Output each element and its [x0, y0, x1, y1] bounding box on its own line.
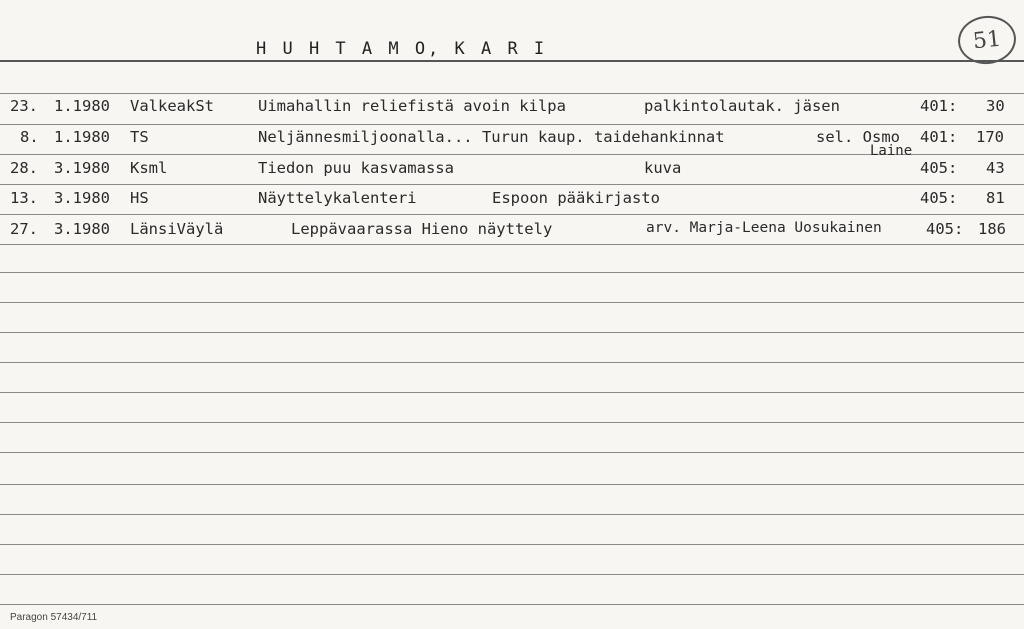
entry-day: 28.	[10, 159, 38, 177]
ruled-line	[0, 272, 1024, 273]
entry-source: LänsiVäylä	[130, 220, 224, 238]
entry-ref-a: 405:	[926, 220, 964, 238]
ruled-line	[0, 422, 1024, 423]
ruled-line	[0, 392, 1024, 393]
entry-text: Leppävaarassa Hieno näyttely	[291, 220, 553, 238]
entry-ref-b: 170	[976, 128, 1004, 146]
entry-date: 1.1980	[54, 128, 110, 146]
ruled-line	[0, 332, 1024, 333]
card-title: H U H T A M O, K A R I	[256, 39, 548, 59]
entry-note-continuation: Laine	[870, 143, 913, 159]
ruled-line	[0, 544, 1024, 545]
entry-note: palkintolautak. jäsen	[644, 97, 840, 115]
entry-ref-a: 401:	[920, 128, 958, 146]
entry-source: ValkeakSt	[130, 97, 214, 115]
entry-ref-b: 81	[986, 189, 1005, 207]
ruled-line	[0, 484, 1024, 485]
entry-date: 3.1980	[54, 189, 110, 207]
ruled-line	[0, 574, 1024, 575]
ruled-line	[0, 93, 1024, 94]
ruled-line	[0, 514, 1024, 515]
ruled-line	[0, 604, 1024, 605]
entry-note: Espoon pääkirjasto	[492, 189, 660, 207]
ruled-line	[0, 124, 1024, 125]
entry-day: 27.	[10, 220, 38, 238]
entry-text: Näyttelykalenteri	[258, 189, 417, 207]
entry-note: arv. Marja-Leena Uosukainen	[646, 220, 882, 236]
entry-date: 3.1980	[54, 159, 110, 177]
entry-ref-a: 401:	[920, 97, 958, 115]
entry-day: 8.	[20, 128, 39, 146]
entry-source: TS	[130, 128, 149, 146]
entry-ref-b: 186	[978, 220, 1006, 238]
card-number-stamp: 51	[956, 13, 1019, 67]
printer-footer: Paragon 57434/711	[10, 612, 98, 623]
entry-date: 1.1980	[54, 97, 110, 115]
entry-source: Ksml	[130, 159, 168, 177]
entry-ref-a: 405:	[920, 189, 958, 207]
ruled-line	[0, 302, 1024, 303]
ruled-line	[0, 452, 1024, 453]
entry-text: Uimahallin reliefistä avoin kilpa	[258, 97, 566, 115]
entry-date: 3.1980	[54, 220, 110, 238]
ruled-line	[0, 214, 1024, 215]
ruled-line	[0, 184, 1024, 185]
entry-text: Tiedon puu kasvamassa	[258, 159, 454, 177]
entry-ref-a: 405:	[920, 159, 958, 177]
entry-ref-b: 43	[986, 159, 1005, 177]
entry-day: 23.	[10, 97, 38, 115]
header-rule	[0, 60, 1024, 62]
ruled-line	[0, 362, 1024, 363]
entry-note: sel. Osmo	[816, 128, 900, 146]
entry-source: HS	[130, 189, 149, 207]
entry-text: Neljännesmiljoonalla... Turun kaup. taidehankinnat	[258, 128, 725, 146]
entry-note: kuva	[644, 159, 682, 177]
entry-day: 13.	[10, 189, 38, 207]
ruled-line	[0, 244, 1024, 245]
entry-ref-b: 30	[986, 97, 1005, 115]
